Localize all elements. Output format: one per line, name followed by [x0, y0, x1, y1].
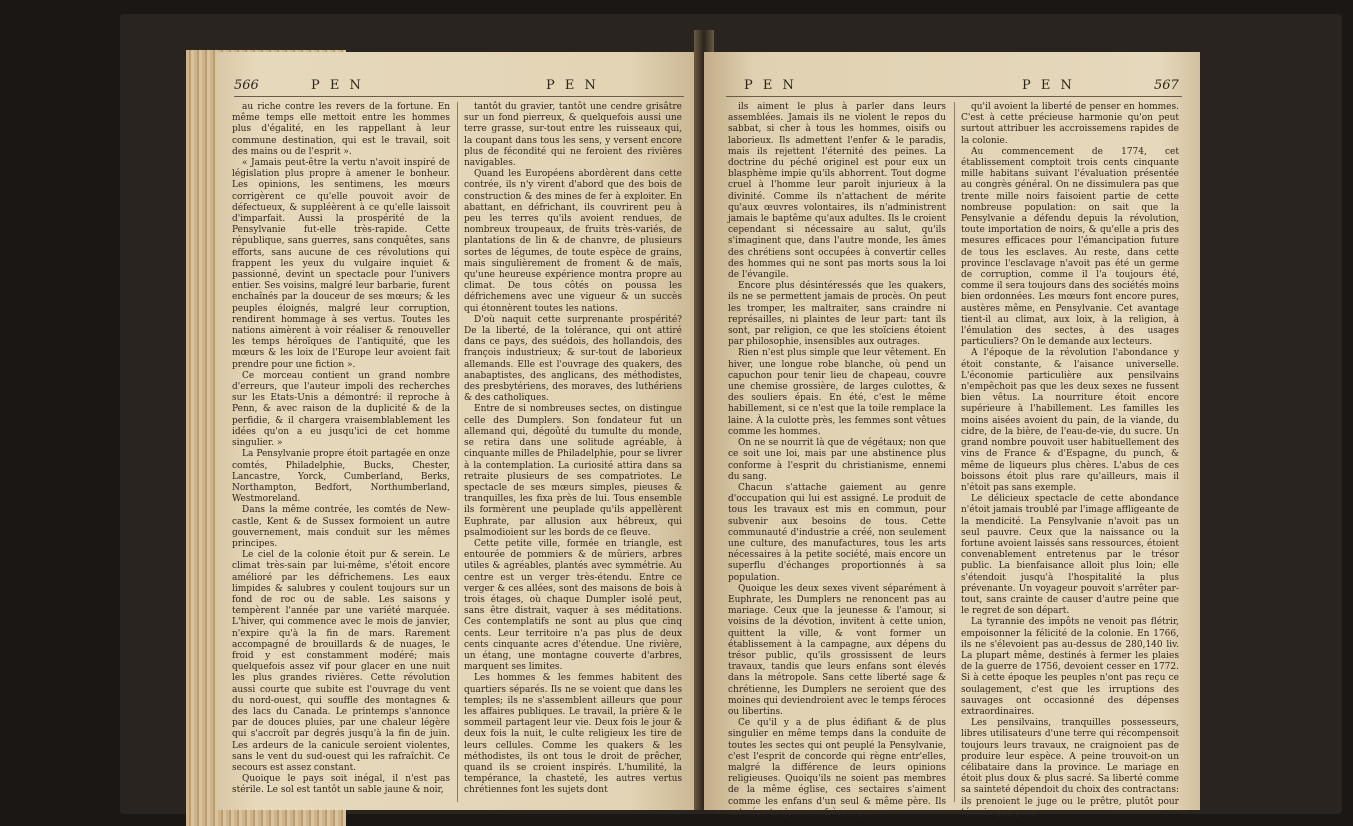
right-header-rule [726, 96, 1182, 97]
paragraph: Rien n'est plus simple que leur vêtement. En hiver, une longue robe blanche, où pend un capuchon pour tenir lieu de chapeau, couvre une chemise grossière, de larges culottes, & des souliers épais. En été, c'est le même habillement, si ce n'est que la toile remplace la laine. À la culotte près, les femmes sont vêtues comme les hommes. [728, 348, 946, 437]
left-page-number: 566 [234, 78, 259, 93]
left-running-head-1: P E N [311, 78, 364, 93]
paragraph: A l'époque de la révolution l'abondance y étoit constante, & l'aisance universelle. L'économie particulière aux pensilvains n'empêchoit pas que les deux sexes ne fussent bien vêtus. La nourriture étoit encore supérieure à l'habillement. Les familles les moins aisées avoient du pain, de la viande, du cidre, de la bière, de l'eau-de-vie, du sucre. Un grand nombre pouvoit user habituellement des vins de France & d'Espagne, du punch, & même de liqueurs plus chères. L'abus de ces boissons étoit plus rare qu'ailleurs, mais il n'étoit pas sans exemple. [961, 348, 1179, 493]
right-running-head-1: P E N [744, 78, 797, 93]
paragraph: tantôt du gravier, tantôt une cendre grisâtre sur un fond pierreux, & quelquefois aussi une terre grasse, sur-tout entre les ruisseaux qui, la coupant dans tous les sens, y versent encore plus de fécondité qui ne feroient des rivières navigables. [464, 102, 682, 169]
left-page [216, 52, 702, 810]
paragraph: Les hommes & les femmes habitent des quartiers séparés. Ils ne se voient que dans les temples; ils ne s'assemblent ailleurs que pour les affaires publiques. Le travail, la prière & le sommeil partagent leur vie. Deux fois le jour & deux fois la nuit, le culte religieux les tire de leurs cellules. Comme les quakers & les méthodistes, ils ont tous le droit de prêcher, quand ils se croient inspirés. L'humilité, la tempérance, la chasteté, les autres vertus chrétiennes font les sujets dont [464, 673, 682, 796]
paragraph: D'où naquit cette surprenante prospérité? De la liberté, de la tolérance, qui ont attiré dans ce pays, des suédois, des hollandois, des françois industrieux; & sur-tout de laborieux allemands. Elle est l'ouvrage des quakers, des anabaptistes, des anglicans, des méthodistes, des presbytériens, des moraves, des luthériens & des catholiques. [464, 314, 682, 404]
paragraph: Ce morceau contient un grand nombre d'erreurs, que l'auteur impoli des recherches sur les Etats-Unis a démontré: il reproche à Penn, & avec raison de la duplicité & de la perfidie, & il chargera vraisemblablement les idées qu'on a eu jusqu'ici de cet homme singulier. » [232, 370, 450, 449]
paragraph: Quoique les deux sexes vivent séparément à Euphrate, les Dumplers ne renoncent pas au mariage. Ceux que la jeunesse & l'amour, si voisins de la dévotion, invitent à cette union, quittent la ville, & vont former un établissement à la campagne, aux dépens du trésor public, qu'ils grossissent de leurs travaux, tandis que leurs enfans sont élevés dans la métropole. Sans cette liberté sage & chrétienne, les Dumplers ne seroient que des moines qui deviendroient avec le temps féroces ou libertins. [728, 583, 946, 717]
right-page [704, 52, 1200, 818]
right-column-1 [728, 102, 946, 819]
right-running-head-2: P E N [1022, 78, 1075, 93]
paragraph: qu'il avoient la liberté de penser en hommes. C'est à cette précieuse harmonie qu'on peut surtout attribuer les accroissemens rapides de la colonie. [961, 102, 1179, 146]
paragraph: Chacun s'attache gaiement au genre d'occupation qui lui est assigné. Le produit de tous les travaux est mis en commun, pour subvenir aux besoins de tous. Cette communauté d'industrie a créé, non seulement une culture, des manufactures, tous les arts nécessaires à la petite société, mais encore un superflu d'échanges proportionnés à sa population. [728, 482, 946, 583]
paragraph: Le délicieux spectacle de cette abondance n'étoit jamais troublé par l'image affligeante de la mendicité. La Pensylvanie n'avoit pas un seul pauvre. Ceux que la naissance ou la fortune avoient laissés sans ressources, étoient convenablement entretenus par le trésor public. La bienfaisance alloit plus loin; elle s'étendoit jusqu'à l'hospitalité la plus prévenante. Un voyageur pouvoit s'arrêter par-tout, sans crainte de causer d'autre peine que le regret de son départ. [961, 494, 1179, 617]
right-column-divider [954, 102, 955, 802]
paragraph: Entre de si nombreuses sectes, on distingue celle des Dumplers. Son fondateur fut un allemand qui, dégoûté du tumulte du monde, se retira dans une solitude agréable, à cinquante milles de Philadelphie, pour se livrer à la contemplation. La curiosité attira dans sa retraite plusieurs de ses compatriotes. Le spectacle de ses mœurs simples, pieuses & tranquilles, les fixa près de lui. Tous ensemble ils formèrent une peuplade qu'ils appellèrent Euphrate, par allusion aux hébreux, qui psalmodioient sur les bords de ce fleuve. [464, 404, 682, 538]
paragraph: Ce qu'il y a de plus édifiant & de plus singulier en même temps dans la conduite de toutes les sectes qui ont peuplé la Pensylvanie, c'est l'esprit de concorde qui règne entr'elles, malgré la différence de leurs opinions religieuses. Quoiqu'ils ne soient pas membres de la même église, ces sectaires s'aiment comme les enfans d'un seul & même père. Ils ont vécu toujours en frères, parce [728, 718, 946, 818]
left-header-rule [234, 96, 684, 97]
left-running-head-2: P E N [546, 78, 599, 93]
paragraph: On ne se nourrit là que de végétaux; non que ce soit une loi, mais par une abstinence plus conforme à l'esprit du christianisme, ennemi du sang. [728, 438, 946, 482]
paragraph: La Pensylvanie propre étoit partagée en onze comtés, Philadelphie, Bucks, Chester, Lancastre, Yorck, Cumberland, Berks, Northampton, Bedfort, Northumberland, Westmoreland. [232, 449, 450, 505]
paragraph: Au commencement de 1774, cet établissement comptoit trois cents cinquante mille habitans suivant l'évaluation présentée au congrès général. On ne dissimulera pas que trente mille noirs faisoient partie de cette nombreuse population: on sait que la Pensylvanie a défendu depuis la révolution, toute importation de noirs, & qu'elle a pris des mesures efficaces pour l'émancipation future de tous les esclaves. Au reste, dans cette province l'esclavage n'avoit pas été un germe de corruption, comme il l'a toujours été, comme il sera toujours dans des sociétés moins bien ordonnées. Les mœurs font encore pures, austères même, en Pensylvanie. Cet avantage tient-il au climat, aux loix, à la religion, à l'émulation des sectes, à des usages particuliers? On le demande aux lecteurs. [961, 146, 1179, 348]
right-page-number: 567 [1154, 78, 1179, 93]
left-column-2 [464, 102, 682, 797]
right-column-2 [961, 102, 1179, 819]
paragraph: La tyrannie des impôts ne venoit pas flétrir, empoisonner la félicité de la colonie. En 1766, ils ne s'élevoient pas au-dessus de 280,140 liv. La plupart même, destinés à fermer les plaies de la guerre de 1756, devoient cesser en 1772. Si à cette époque les peuples n'ont pas reçu ce soulagement, c'est que les irruptions des sauvages ont occasionné des dépenses extraordinaires. [961, 617, 1179, 717]
paragraph: Encore plus désintéressés que les quakers, ils ne se permettent jamais de procès. On peut les tromper, les maltraiter, sans craindre ni représailles, ni plaintes de leur part: tant ils sont, par religion, ce que les stoïciens étoient par philosophie, insensibles aux outrages. [728, 281, 946, 348]
paragraph: Cette petite ville, formée en triangle, est entourée de pommiers & de mûriers, arbres utiles & agréables, plantés avec symmétrie. Au centre est un verger très-étendu. Entre ce verger & ces allées, sont des maisons de bois à trois étages, où chaque Dumpler isolé peut, sans être distrait, vaquer à ses méditations. Ces contemplatifs ne sont au plus que cinq cents. Leur territoire n'a pas plus de deux cents cinquante acres d'étendue. Une rivière, un étang, une montagne couverte d'arbres, marquent ses limites. [464, 538, 682, 673]
paragraph: « Jamais peut-être la vertu n'avoit inspiré de législation plus propre à amener le bonheur. Les opinions, les sentimens, les mœurs corrigèrent ce qu'elle pouvoit avoir de défectueux, & suppléèrent à ce qu'elle laissoit d'imparfait. Aussi la prospérité de la Pensylvanie fut-elle très-rapide. Cette république, sans guerres, sans conquêtes, sans efforts, sans aucune de ces révolutions qui frappent les yeux du vulgaire inquiet & passionné, devint un spectacle pour l'univers entier. Ses voisins, malgré leur barbarie, furent enchaînés par la douceur de ses mœurs; & les peuples éloignés, malgré leur corruption, rendirent hommage à ses vertus. Toutes les nations aimèrent à voir réaliser & renouveller les temps héroïques de l'antiquité, que les mœurs & les loix de l'Europe leur avoient fait prendre pour une fiction ». [232, 158, 450, 370]
paragraph: Quand les Européens abordèrent dans cette contrée, ils n'y virent d'abord que des bois de construction & des mines de fer à exploiter. En abattant, en défrichant, ils couvrirent peu à peu les terres qu'ils avoient rendues, de nombreux troupeaux, de fruits très-variés, de plantations de lin & de chanvre, de plusieurs sortes de légumes, de toute espèce de grains, mais singulièrement de froment & de maïs, qu'une heureuse expérience montra propre au climat. De tous côtés on poussa les défrichemens avec une vigueur & un succès qui étonnèrent toutes les nations. [464, 169, 682, 314]
paragraph: Quoique le pays soit inégal, il n'est pas stérile. Le sol est tantôt un sable jaune & noir, [232, 774, 450, 796]
paragraph: Le ciel de la colonie étoit pur & serein. Le climat très-sain par lui-même, s'étoit encore amélioré par les défrichemens. Les eaux limpides & salubres y coulent toujours sur un fond de roc ou de sable. Les saisons y tempèrent l'année par une variété marquée. L'hiver, qui commence avec le mois de janvier, n'expire qu'à la fin de mars. Rarement accompagné de brouillards & de nuages, le froid y est constamment modéré; mais quelquefois assez vif pour glacer en une nuit les plus grandes rivières. Cette révolution aussi courte que subite est l'ouvrage du vent du nord-ouest, qui souffle des montagnes & des lacs du Canada. Le printemps s'annonce par de douces pluies, par une chaleur légère qui s'accroît par degrés jusqu'à la fin de juin. Les ardeurs de la canicule seroient violentes, sans le vent du sud-ouest qui les rafraîchit. Ce secours est assez constant. [232, 550, 450, 773]
paragraph: ils aiment le plus à parler dans leurs assemblées. Jamais ils ne violent le repos du sabbat, si cher à tous les hommes, oisifs ou laborieux. Ils admettent l'enfer & le paradis, mais ils rejettent l'éternité des peines. La doctrine du péché originel est pour eux un blasphème impie qu'ils abhorrent. Tout dogme cruel à l'homme leur paroît injurieux à la divinité. Comme ils n'attachent de mérite qu'aux œuvres volontaires, ils n'administrent jamais le baptême qu'aux adultes. Ils le croient cependant si nécessaire au salut, qu'ils s'imaginent que, dans l'autre monde, les âmes des chrétiens sont occupées à convertir celles des hommes qui ne sont pas morts sous la loi de l'évangile. [728, 102, 946, 281]
paragraph: Les pensilvains, tranquilles possesseurs, libres utilisateurs d'une terre qui récompensoit toujours leurs travaux, ne craignoient pas de produire leur espèce. A peine trouvoit-on un célibataire dans la province. Le mariage en étoit plus doux & plus sacré. Sa liberté comme sa sainteté dépendoit du choix des contractans: ils prenoient le juge ou le prêtre, plutôt pour témoin que pour [961, 718, 1179, 818]
left-column-divider [457, 102, 458, 802]
paragraph: au riche contre les revers de la fortune. En même temps elle mettoit entre les hommes plus d'égalité, en les rappellant à leur commune destination, qui est le travail, soit des mains ou de l'esprit ». [232, 102, 450, 157]
left-column-1 [232, 102, 450, 797]
paragraph: Dans la même contrée, les comtés de New-castle, Kent & de Sussex formoient un autre gouvernement, mais conduit sur les mêmes principes. [232, 505, 450, 549]
